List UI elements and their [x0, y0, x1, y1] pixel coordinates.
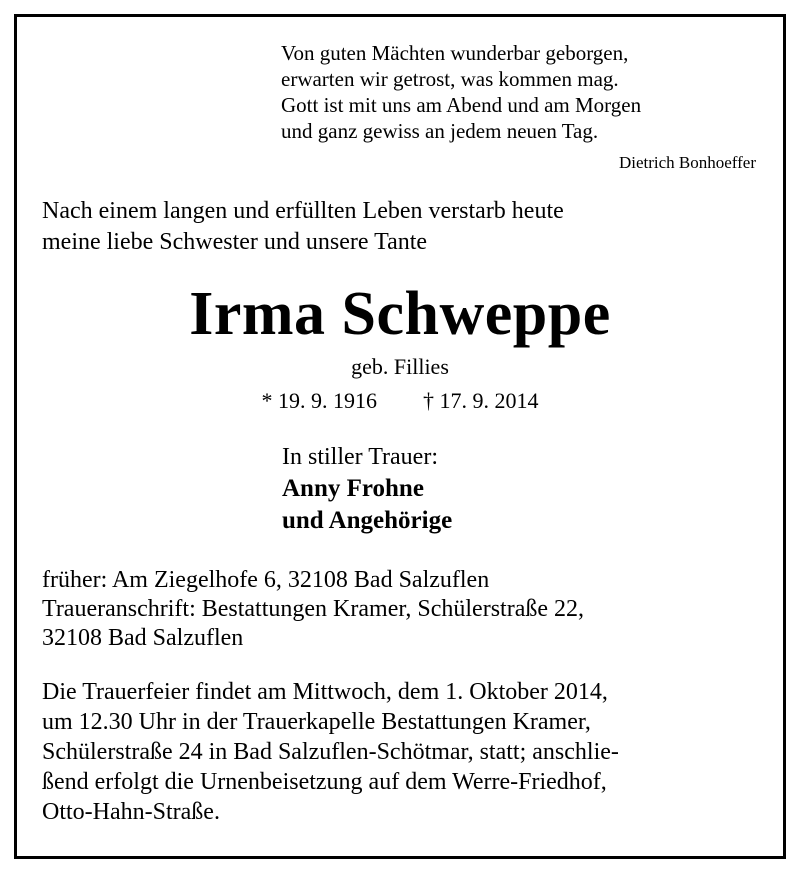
- mourner-relatives: und Angehörige: [282, 507, 453, 534]
- intro-line: Nach einem langen und erfüllten Leben verstarb heute: [42, 198, 564, 224]
- life-dates: [0, 388, 800, 414]
- address-block: [42, 566, 584, 653]
- poem-author: Dietrich Bonhoeffer: [618, 153, 756, 172]
- service-info: [42, 677, 619, 827]
- birth-date: * 19. 9. 1916: [261, 388, 377, 413]
- poem-line: Von guten Mächten wunderbar geborgen,: [281, 41, 629, 65]
- service-line: Otto-Hahn-Straße.: [42, 799, 220, 825]
- service-line: Die Trauerfeier findet am Mittwoch, dem 1. Oktober 2014,: [42, 679, 608, 705]
- mourning-address-city: 32108 Bad Salzuflen: [42, 625, 244, 651]
- intro-text: [42, 196, 564, 258]
- intro-line: meine liebe Schwester und unsere Tante: [42, 229, 428, 255]
- deceased-name: Irma Schweppe: [189, 280, 611, 348]
- former-address: früher: Am Ziegelhofe 6, 32108 Bad Salzuflen: [42, 567, 490, 593]
- mourners-block: [282, 441, 452, 537]
- birth-name: geb. Fillies: [351, 354, 449, 379]
- mourning-address: Traueranschrift: Bestattungen Kramer, Schülerstraße 22,: [42, 596, 584, 622]
- service-line: ßend erfolgt die Urnenbeisetzung auf dem Werre-Friedhof,: [42, 769, 607, 795]
- poem-quote: [281, 40, 641, 144]
- poem-line: erwarten wir getrost, was kommen mag.: [281, 67, 619, 91]
- poem-line: und ganz gewiss an jedem neuen Tag.: [281, 119, 599, 143]
- mourner-name: Anny Frohne: [282, 475, 424, 502]
- service-line: um 12.30 Uhr in der Trauerkapelle Bestattungen Kramer,: [42, 709, 591, 735]
- death-date: † 17. 9. 2014: [423, 388, 539, 413]
- poem-line: Gott ist mit uns am Abend und am Morgen: [281, 93, 642, 117]
- mourners-label: In stiller Trauer:: [282, 444, 438, 470]
- service-line: Schülerstraße 24 in Bad Salzuflen-Schötmar, statt; anschlie-: [42, 739, 619, 765]
